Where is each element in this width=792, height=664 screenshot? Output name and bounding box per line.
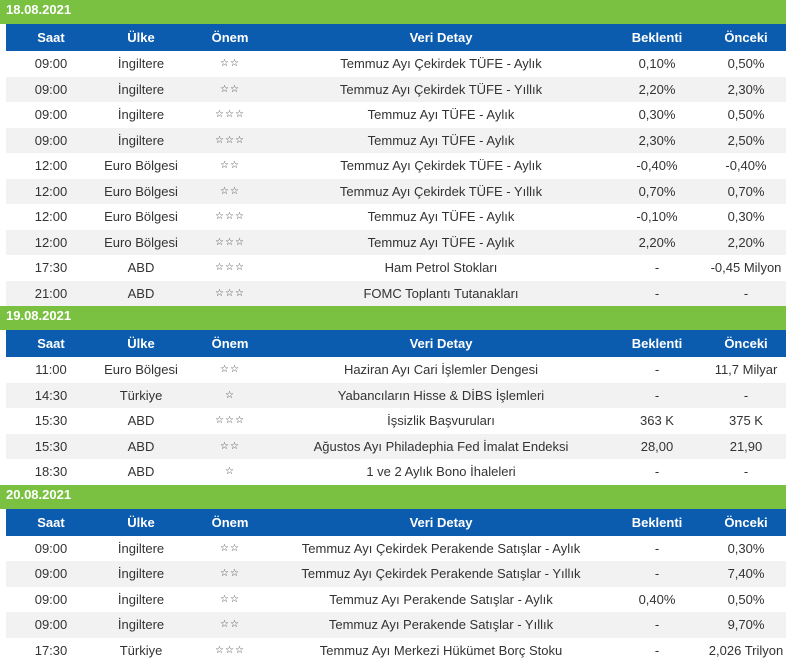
time-cell: 17:30: [34, 260, 68, 276]
expected-cell: 2,20%: [638, 234, 676, 250]
time-cell: 15:30: [34, 413, 68, 429]
country-cell: ABD: [127, 260, 155, 276]
time-cell: 12:00: [34, 158, 68, 174]
country-cell: İngiltere: [117, 540, 165, 556]
detail-cell: 1 ve 2 Aylık Bono İhaleleri: [366, 464, 516, 480]
country-cell: İngiltere: [117, 617, 165, 633]
column-header-importance: Önem: [211, 30, 249, 45]
time-cell: 09:00: [34, 132, 68, 148]
detail-cell: FOMC Toplantı Tutanakları: [363, 285, 519, 301]
importance-stars-icon: ☆☆: [220, 185, 240, 197]
column-header-time: Saat: [37, 336, 65, 351]
expected-cell: -0,40%: [636, 158, 678, 174]
importance-stars-icon: ☆☆: [220, 619, 240, 631]
table-row: [0, 612, 786, 638]
previous-cell: 2,50%: [727, 132, 765, 148]
date-header: 20.08.2021: [0, 485, 786, 509]
table-row: [0, 51, 786, 77]
country-cell: Euro Bölgesi: [104, 183, 178, 199]
column-header-country: Ülke: [127, 336, 155, 351]
column-header-country: Ülke: [127, 30, 155, 45]
expected-cell: 0,40%: [638, 591, 676, 607]
time-cell: 12:00: [34, 209, 68, 225]
country-cell: İngiltere: [117, 566, 165, 582]
table-row: [0, 536, 786, 562]
table-row: [0, 383, 786, 409]
column-header-previous: Önceki: [724, 514, 768, 530]
column-header-detail: Veri Detay: [409, 336, 473, 351]
expected-cell: -0,10%: [636, 209, 678, 225]
column-header-expected: Beklenti: [631, 30, 683, 45]
previous-cell: -0,45 Milyon: [710, 260, 782, 276]
time-cell: 12:00: [34, 234, 68, 250]
country-cell: İngiltere: [117, 132, 165, 148]
table-row: [0, 587, 786, 613]
expected-cell: 0,30%: [638, 107, 676, 123]
importance-stars-icon: ☆☆☆: [215, 211, 245, 223]
time-cell: 09:00: [34, 617, 68, 633]
country-cell: İngiltere: [117, 56, 165, 72]
time-cell: 18:30: [34, 464, 68, 480]
importance-stars-icon: ☆☆: [220, 440, 240, 452]
country-cell: Türkiye: [119, 642, 163, 658]
detail-cell: Temmuz Ayı Çekirdek TÜFE - Aylık: [340, 158, 542, 174]
importance-stars-icon: ☆☆☆: [215, 262, 245, 274]
previous-cell: -: [743, 387, 749, 403]
previous-cell: 0,50%: [727, 591, 765, 607]
column-header-time: Saat: [37, 514, 65, 530]
detail-cell: Temmuz Ayı TÜFE - Aylık: [367, 132, 515, 148]
time-cell: 09:00: [34, 566, 68, 582]
country-cell: Euro Bölgesi: [104, 234, 178, 250]
column-header-previous: Önceki: [724, 30, 768, 45]
previous-cell: 0,30%: [727, 209, 765, 225]
detail-cell: Temmuz Ayı Merkezi Hükümet Borç Stoku: [319, 642, 563, 658]
detail-cell: Temmuz Ayı Çekirdek TÜFE - Yıllık: [339, 81, 543, 97]
expected-cell: -: [654, 540, 660, 556]
time-cell: 12:00: [34, 183, 68, 199]
importance-stars-icon: ☆☆: [220, 160, 240, 172]
importance-stars-icon: ☆☆☆: [215, 134, 245, 146]
importance-stars-icon: ☆☆: [220, 364, 240, 376]
previous-cell: 0,50%: [727, 107, 765, 123]
country-cell: ABD: [127, 464, 155, 480]
previous-cell: 0,30%: [727, 540, 765, 556]
table-row: [0, 561, 786, 587]
table-row: [0, 77, 786, 103]
detail-cell: İşsizlik Başvuruları: [387, 413, 495, 429]
detail-cell: Temmuz Ayı TÜFE - Aylık: [367, 234, 515, 250]
detail-cell: Ham Petrol Stokları: [384, 260, 498, 276]
detail-cell: Temmuz Ayı Çekirdek TÜFE - Yıllık: [339, 183, 543, 199]
table-row: [0, 638, 786, 664]
previous-cell: 7,40%: [727, 566, 765, 582]
column-header-row: [0, 24, 786, 51]
detail-cell: Haziran Ayı Cari İşlemler Dengesi: [343, 362, 539, 378]
table-row: [0, 459, 786, 485]
importance-stars-icon: ☆: [225, 389, 235, 401]
expected-cell: 0,10%: [638, 56, 676, 72]
table-row: [0, 153, 786, 179]
time-cell: 09:00: [34, 591, 68, 607]
previous-cell: 0,50%: [727, 56, 765, 72]
column-header-expected: Beklenti: [631, 336, 683, 351]
detail-cell: Temmuz Ayı Çekirdek TÜFE - Aylık: [340, 56, 542, 72]
column-header-time: Saat: [37, 30, 65, 45]
country-cell: Euro Bölgesi: [104, 362, 178, 378]
country-cell: İngiltere: [117, 81, 165, 97]
table-row: [0, 357, 786, 383]
previous-cell: 2,026 Trilyon: [708, 642, 784, 658]
column-header-detail: Veri Detay: [409, 514, 473, 530]
time-cell: 21:00: [34, 285, 68, 301]
country-cell: ABD: [127, 413, 155, 429]
detail-cell: Temmuz Ayı Perakende Satışlar - Aylık: [329, 591, 553, 607]
table-row: [0, 102, 786, 128]
detail-cell: Yabancıların Hisse & DİBS İşlemleri: [337, 387, 545, 403]
previous-cell: -: [743, 464, 749, 480]
expected-cell: 363 K: [640, 413, 674, 429]
importance-stars-icon: ☆☆☆: [215, 236, 245, 248]
importance-stars-icon: ☆☆☆: [215, 109, 245, 121]
country-cell: ABD: [127, 285, 155, 301]
expected-cell: -: [654, 566, 660, 582]
expected-cell: -: [654, 260, 660, 276]
detail-cell: Temmuz Ayı TÜFE - Aylık: [367, 209, 515, 225]
previous-cell: -: [743, 285, 749, 301]
column-header-importance: Önem: [211, 336, 249, 351]
expected-cell: -: [654, 642, 660, 658]
country-cell: İngiltere: [117, 591, 165, 607]
date-header: 18.08.2021: [0, 0, 786, 24]
time-cell: 15:30: [34, 438, 68, 454]
time-cell: 17:30: [34, 642, 68, 658]
expected-cell: 28,00: [640, 438, 674, 454]
time-cell: 11:00: [35, 362, 67, 378]
expected-cell: 2,30%: [638, 132, 676, 148]
previous-cell: 2,20%: [727, 234, 765, 250]
time-cell: 09:00: [34, 107, 68, 123]
previous-cell: 0,70%: [727, 183, 765, 199]
time-cell: 09:00: [34, 56, 68, 72]
column-header-detail: Veri Detay: [409, 30, 473, 45]
expected-cell: -: [654, 285, 660, 301]
country-cell: Euro Bölgesi: [104, 158, 178, 174]
importance-stars-icon: ☆☆☆: [215, 644, 245, 656]
previous-cell: 9,70%: [727, 617, 765, 633]
detail-cell: Ağustos Ayı Philadephia Fed İmalat Endeksi: [313, 438, 569, 454]
country-cell: Euro Bölgesi: [104, 209, 178, 225]
table-row: [0, 204, 786, 230]
table-row: [0, 179, 786, 205]
previous-cell: 375 K: [729, 413, 763, 429]
table-row: [0, 255, 786, 281]
expected-cell: -: [654, 617, 660, 633]
column-header-expected: Beklenti: [631, 514, 683, 530]
column-header-country: Ülke: [127, 514, 155, 530]
importance-stars-icon: ☆☆: [220, 83, 240, 95]
table-row: [0, 281, 786, 307]
time-cell: 09:00: [34, 540, 68, 556]
column-header-importance: Önem: [211, 514, 249, 530]
previous-cell: 11,7 Milyar: [714, 362, 778, 378]
country-cell: ABD: [127, 438, 155, 454]
table-row: [0, 230, 786, 256]
importance-stars-icon: ☆: [225, 466, 235, 478]
detail-cell: Temmuz Ayı Perakende Satışlar - Yıllık: [328, 617, 554, 633]
previous-cell: -0,40%: [725, 158, 767, 174]
expected-cell: -: [654, 362, 660, 378]
previous-cell: 2,30%: [727, 81, 765, 97]
table-row: [0, 128, 786, 154]
expected-cell: 0,70%: [638, 183, 676, 199]
importance-stars-icon: ☆☆: [220, 593, 240, 605]
detail-cell: Temmuz Ayı Çekirdek Perakende Satışlar - Aylık: [301, 540, 581, 556]
country-cell: Türkiye: [119, 387, 163, 403]
detail-cell: Temmuz Ayı TÜFE - Aylık: [367, 107, 515, 123]
detail-cell: Temmuz Ayı Çekirdek Perakende Satışlar - Yıllık: [301, 566, 581, 582]
column-header-row: [0, 509, 786, 536]
time-cell: 09:00: [34, 81, 68, 97]
importance-stars-icon: ☆☆☆: [215, 287, 245, 299]
importance-stars-icon: ☆☆: [220, 542, 240, 554]
expected-cell: -: [654, 387, 660, 403]
importance-stars-icon: ☆☆: [220, 58, 240, 70]
importance-stars-icon: ☆☆: [220, 568, 240, 580]
column-header-previous: Önceki: [724, 336, 768, 351]
table-row: [0, 434, 786, 460]
expected-cell: 2,20%: [638, 81, 676, 97]
expected-cell: -: [654, 464, 660, 480]
importance-stars-icon: ☆☆☆: [215, 415, 245, 427]
date-header: 19.08.2021: [0, 306, 786, 330]
column-header-row: [0, 330, 786, 357]
time-cell: 14:30: [34, 387, 68, 403]
table-row: [0, 408, 786, 434]
country-cell: İngiltere: [117, 107, 165, 123]
previous-cell: 21,90: [729, 438, 763, 454]
